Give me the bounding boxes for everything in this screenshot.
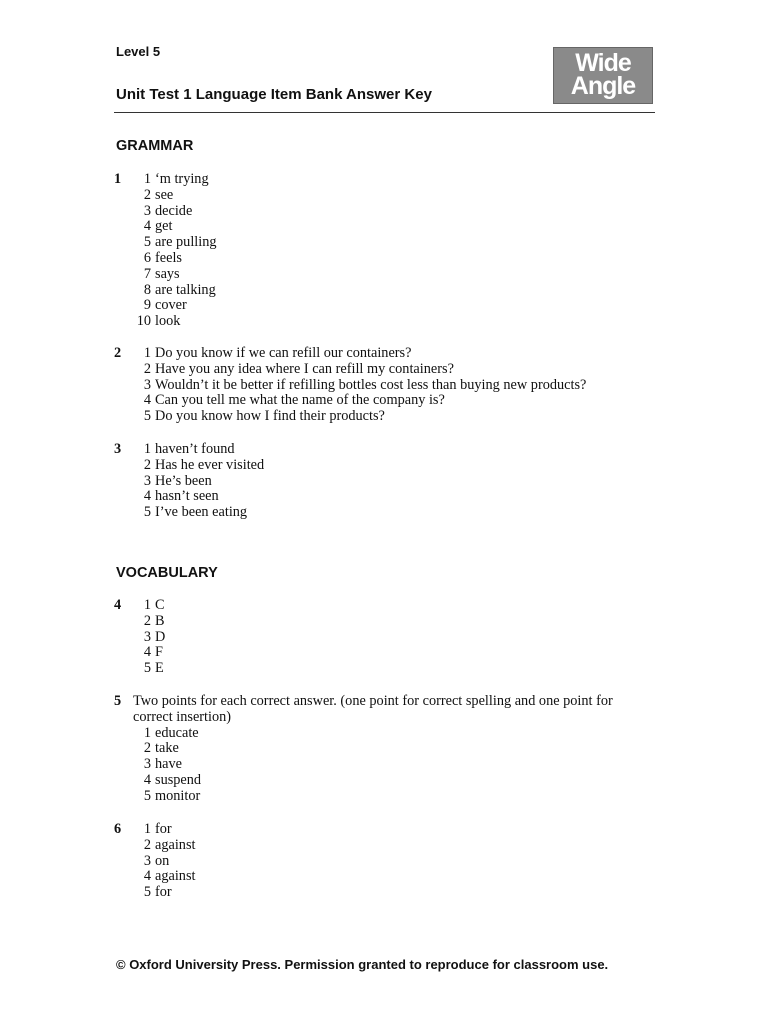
- answer-text: Wouldn’t it be better if refilling bottles cost less than buying new products?: [155, 376, 587, 393]
- answer-number: 5: [143, 884, 151, 901]
- answer-row: [114, 854, 196, 870]
- exercise-number: [114, 474, 133, 490]
- answer-row: [114, 869, 196, 885]
- answer-number: 4: [143, 644, 151, 661]
- answer-row: [114, 283, 217, 299]
- answer-number: 2: [143, 360, 151, 377]
- answer-row: [114, 614, 165, 630]
- answer-text: says: [155, 265, 180, 282]
- answer-number: 2: [143, 456, 151, 473]
- answer-number: 8: [143, 281, 151, 298]
- answer-row: [114, 505, 264, 521]
- answer-row: [114, 204, 217, 220]
- level-label: Level 5: [116, 44, 161, 59]
- answer-row: [114, 661, 165, 677]
- answer-text: F: [155, 644, 163, 661]
- answer-text: Have you any idea where I can refill my containers?: [155, 360, 454, 377]
- exercise-number: [114, 283, 133, 299]
- vocabulary-heading: VOCABULARY: [116, 565, 218, 581]
- exercise-number: [114, 378, 133, 394]
- exercise-number: [114, 393, 133, 409]
- answer-text: see: [155, 186, 174, 203]
- answer-number: 3: [143, 472, 151, 489]
- exercise-1: [114, 172, 217, 330]
- answer-text: are talking: [155, 281, 216, 298]
- exercise-number: [114, 188, 133, 204]
- answer-text: Do you know if we can refill our containers?: [155, 345, 412, 361]
- answer-number: 4: [143, 488, 151, 505]
- exercise-number: [114, 854, 133, 870]
- exercise-4: [114, 598, 165, 677]
- answer-row: [114, 822, 196, 838]
- exercise-number: 3: [114, 441, 122, 457]
- exercise-6: [114, 822, 196, 901]
- header-divider: [114, 112, 655, 113]
- answer-row: [114, 757, 633, 773]
- exercise-instruction-row: 5 Two points for each correct answer. (one point for correct spelling and one point for correct insertion): [114, 694, 633, 726]
- exercise-number: [114, 741, 133, 757]
- answer-text: against: [155, 868, 196, 885]
- answer-text: look: [155, 313, 181, 330]
- answer-text: are pulling: [155, 234, 217, 251]
- answer-row: [114, 773, 633, 789]
- answer-number: 4: [143, 868, 151, 885]
- answer-row: [114, 409, 586, 425]
- answer-number: 7: [143, 265, 151, 282]
- exercise-number: [114, 314, 133, 330]
- exercise-number: 6: [114, 821, 122, 837]
- answer-row: [114, 598, 165, 614]
- answer-text: monitor: [155, 787, 201, 804]
- answer-text: take: [155, 740, 179, 757]
- wide-angle-logo: [553, 47, 653, 104]
- answer-row: [114, 235, 217, 251]
- logo-line-2: Angle: [570, 72, 636, 100]
- answer-text: educate: [155, 724, 199, 741]
- answer-number: 1: [143, 597, 151, 613]
- exercise-number: [114, 661, 133, 677]
- exercise-number: [114, 362, 133, 378]
- exercise-number: [114, 251, 133, 267]
- answer-row: [114, 251, 217, 267]
- answer-text: Can you tell me what the name of the company is?: [155, 392, 445, 409]
- exercise-2: [114, 346, 586, 425]
- exercise-number: [114, 838, 133, 854]
- answer-text: cover: [155, 297, 187, 314]
- answer-row: [114, 474, 264, 490]
- answer-number: 4: [143, 392, 151, 409]
- answer-row: [114, 885, 196, 901]
- exercise-number: [114, 298, 133, 314]
- answer-row: [114, 314, 217, 330]
- answer-row: [114, 458, 264, 474]
- answer-text: Has he ever visited: [155, 456, 265, 473]
- exercise-number: [114, 235, 133, 251]
- answer-number: 3: [143, 756, 151, 773]
- answer-number: 5: [143, 408, 151, 425]
- exercise-number: [114, 267, 133, 283]
- answer-row: [114, 172, 217, 188]
- answer-text: against: [155, 836, 196, 853]
- answer-text: ‘m trying: [155, 171, 209, 187]
- answer-text: decide: [155, 202, 193, 219]
- answer-number: 5: [143, 787, 151, 804]
- exercise-number: 1: [114, 171, 122, 187]
- exercise-number: [114, 789, 133, 805]
- answer-text: feels: [155, 249, 182, 266]
- answer-text: have: [155, 756, 182, 773]
- answer-text: C: [155, 597, 165, 613]
- answer-text: suspend: [155, 771, 202, 788]
- answer-number: 4: [143, 771, 151, 788]
- answer-row: [114, 741, 633, 757]
- answer-number: 3: [143, 202, 151, 219]
- answer-number: 3: [143, 376, 151, 393]
- exercise-number: [114, 409, 133, 425]
- answer-row: [114, 346, 586, 362]
- exercise-number: [114, 204, 133, 220]
- answer-row: [114, 378, 586, 394]
- grammar-heading: GRAMMAR: [116, 138, 194, 154]
- answer-number: 1: [143, 821, 151, 837]
- answer-row: [114, 630, 165, 646]
- answer-text: on: [155, 852, 170, 869]
- answer-row: [114, 219, 217, 235]
- answer-number: 1: [143, 724, 151, 741]
- answer-number: 6: [143, 249, 151, 266]
- exercise-number: [114, 773, 133, 789]
- answer-row: [114, 838, 196, 854]
- exercise-number: [114, 757, 133, 773]
- answer-row: [114, 393, 586, 409]
- answer-text: haven’t found: [155, 441, 235, 457]
- exercise-instruction: Two points for each correct answer. (one point for correct spelling and one point for correct insertion): [133, 693, 613, 725]
- answer-row: [114, 188, 217, 204]
- answer-row: [114, 489, 264, 505]
- exercise-3: [114, 442, 264, 521]
- exercise-number: [114, 645, 133, 661]
- answer-text: for: [155, 884, 172, 901]
- exercise-number: [114, 614, 133, 630]
- logo-line-1: Wide: [575, 49, 631, 77]
- answer-number: 4: [143, 218, 151, 235]
- answer-text: I’ve been eating: [155, 504, 248, 521]
- answer-row: [114, 645, 165, 661]
- answer-text: get: [155, 218, 173, 235]
- answer-text: He’s been: [155, 472, 212, 489]
- answer-number: 2: [143, 740, 151, 757]
- exercise-5: [114, 694, 633, 805]
- exercise-number: 4: [114, 597, 122, 613]
- answer-text: D: [155, 628, 166, 645]
- answer-text: Do you know how I find their products?: [155, 408, 385, 425]
- answer-text: B: [155, 612, 165, 629]
- exercise-number: [114, 458, 133, 474]
- answer-number: 9: [143, 297, 151, 314]
- copyright-footer: © Oxford University Press. Permission granted to reproduce for classroom use.: [116, 957, 609, 972]
- exercise-number: [114, 885, 133, 901]
- answer-row: [114, 267, 217, 283]
- answer-number: 10: [136, 313, 151, 330]
- answer-number: 3: [143, 852, 151, 869]
- answer-number: 3: [143, 628, 151, 645]
- answer-row: [114, 442, 264, 458]
- answer-text: hasn’t seen: [155, 488, 219, 505]
- answer-row: [114, 298, 217, 314]
- answer-row: [114, 362, 586, 378]
- exercise-number: 2: [114, 345, 122, 361]
- exercise-number: [114, 726, 133, 742]
- exercise-number: [114, 869, 133, 885]
- answer-number: 5: [143, 504, 151, 521]
- answer-number: 5: [143, 234, 151, 251]
- answer-number: 2: [143, 612, 151, 629]
- answer-row: [114, 726, 633, 742]
- answer-text: E: [155, 660, 164, 677]
- answer-number: 2: [143, 836, 151, 853]
- document-title: Unit Test 1 Language Item Bank Answer Key: [116, 86, 432, 103]
- answer-number: 5: [143, 660, 151, 677]
- answer-text: for: [155, 821, 172, 837]
- answer-row: [114, 789, 633, 805]
- exercise-number: [114, 489, 133, 505]
- answer-number: 2: [143, 186, 151, 203]
- answer-number: 1: [143, 171, 151, 187]
- exercise-number: [114, 505, 133, 521]
- exercise-number: [114, 630, 133, 646]
- answer-number: 1: [143, 441, 151, 457]
- answer-number: 1: [143, 345, 151, 361]
- exercise-number: [114, 219, 133, 235]
